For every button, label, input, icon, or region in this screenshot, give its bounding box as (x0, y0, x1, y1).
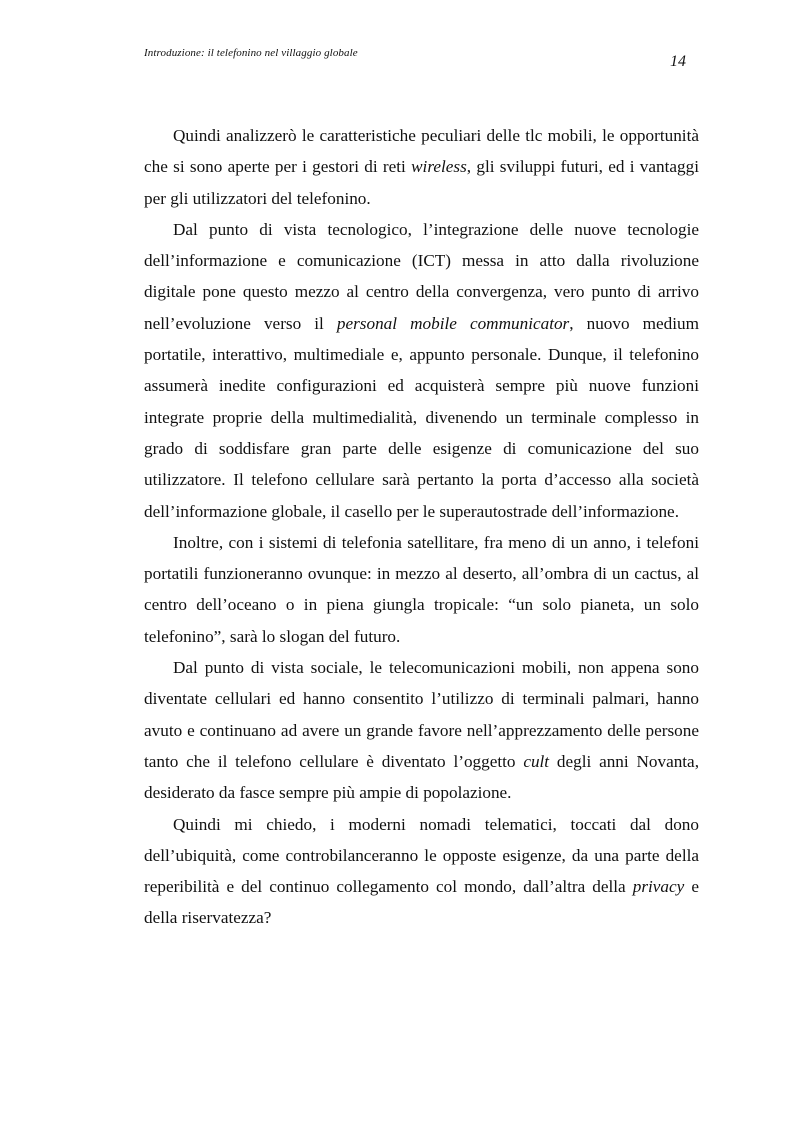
paragraph-2 (144, 214, 699, 527)
text-run: , nuovo medium portatile, interattivo, multimediale e, appunto personale. Dunque, il telefonino assumerà inedite configurazioni ed acquisterà sempre più nuove funzioni integrate proprie della multimedialità, divenendo un terminale complesso in grado di soddisfare gran parte delle esigenze di comunicazione del suo utilizzatore. Il telefono cellulare sarà pertanto la porta d’accesso alla società dell’informazione globale, il casello per le superautostrade dell’informazione. (144, 313, 699, 521)
italic-term: privacy (632, 877, 685, 897)
paragraph-3 (144, 527, 699, 652)
text-run: , gli sviluppi futuri, ed i vantaggi per gli utilizzatori del telefonino. (144, 157, 699, 208)
text-run: degli anni Novanta, desiderato da fasce sempre più ampie di popolazione. (144, 751, 699, 803)
page-number: 14 (670, 53, 686, 70)
italic-term: personal mobile communicator (336, 313, 570, 333)
paragraph-1 (144, 120, 699, 214)
text-run: Dal punto di vista sociale, le telecomunicazioni mobili, non appena sono diventate cellulari ed hanno consentito l’utilizzo di terminali palmari, hanno avuto e continuano ad avere un grande favore nell’apprezzamento delle persone tanto che il telefono cellulare è diventato l’oggetto (144, 658, 699, 771)
paragraph-5 (144, 809, 699, 934)
text-run: Quindi analizzerò le caratteristiche peculiari delle tlc mobili, le opportunità che si sono aperte per i gestori di reti (144, 126, 699, 177)
text-run: Quindi mi chiedo, i moderni nomadi telematici, toccati dal dono dell’ubiquità, come controbilanceranno le opposte esigenze, da una parte della reperibilità e del continuo collegamento col mondo, dall’altra della (144, 814, 699, 897)
body-text (144, 120, 699, 934)
text-run: Inoltre, con i sistemi di telefonia satellitare, fra meno di un anno, i telefoni portatili funzioneranno ovunque: in mezzo al deserto, all’ombra di un cactus, al centro dell’oceano o in piena giungla tropicale: “un solo pianeta, un solo telefonino”, sarà lo slogan del futuro. (144, 532, 699, 646)
running-header: Introduzione: il telefonino nel villaggio globale (144, 47, 358, 59)
text-run: e della riservatezza? (144, 877, 699, 928)
italic-term: cult (523, 751, 550, 771)
text-run: Dal punto di vista tecnologico, l’integrazione delle nuove tecnologie dell’informazione e comunicazione (ICT) messa in atto dalla rivoluzione digitale pone questo mezzo al centro della convergenza, vero punto di arrivo nell’evoluzione verso il (144, 219, 699, 333)
paragraph-4 (144, 652, 699, 808)
italic-term: wireless (411, 157, 467, 177)
